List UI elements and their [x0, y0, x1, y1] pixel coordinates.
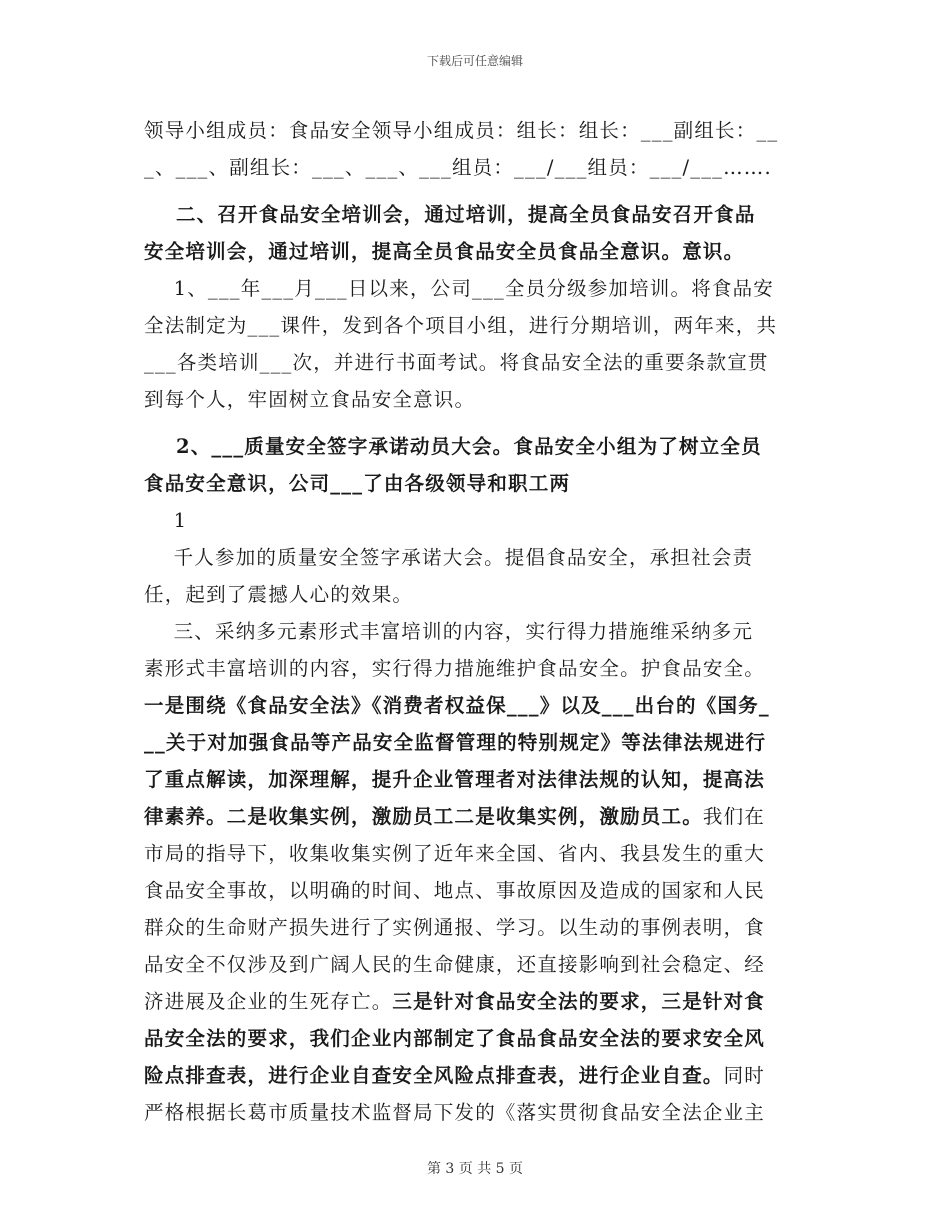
text-line: __关于对加强食品等产品安全监督管理的特别规定》等法律法规进行	[144, 731, 767, 754]
text-line: 领导小组成员：食品安全领导小组成员：组长：组长：___副组长：__	[144, 119, 779, 142]
text-line: 到每个人，牢固树立食品安全意识。	[144, 388, 476, 411]
page-header: 下载后可任意编辑	[426, 54, 523, 68]
text-line: 律素养。二是收集实例，激励员工二是收集实例，激励员工。我们在	[144, 805, 766, 828]
text-line: 千人参加的质量安全签字承诺大会。提倡食品安全，承担社会责	[144, 546, 754, 569]
text-line: 了重点解读，加深理解，提升企业管理者对法律法规的认知，提高法	[144, 768, 766, 791]
text-line: 品安全法的要求，我们企业内部制定了食品食品安全法的要求安全风	[144, 1027, 766, 1050]
section-heading: 2、___质量安全签字承诺动员大会。食品安全小组为了树立全员	[144, 435, 762, 458]
text-line: ___各类培训___次，并进行书面考试。将食品安全法的重要条款宣贯	[144, 351, 769, 374]
section-heading: 安全培训会，通过培训，提高全员食品安全员食品全意识。意识。	[144, 240, 745, 263]
text-line: 任，起到了震撼人心的效果。	[144, 583, 414, 606]
text-line: 一是围绕《食品安全法》《消费者权益保___》以及___出台的《国务_	[144, 694, 770, 717]
text-line: 1、___年___月___日以来，公司___全员分级参加培训。将食品安	[144, 277, 775, 300]
text-line: 素形式丰富培训的内容，实行得力措施维护食品安全。护食品安全。	[144, 657, 766, 680]
text-line: 群众的生命财产损失进行了实例通报、学习。以生动的事例表明，食	[144, 916, 766, 939]
text-line: 严格根据长葛市质量技术监督局下发的《落实贯彻食品安全法企业主	[144, 1101, 766, 1124]
page-footer: 第 3 页 共 5 页	[426, 1161, 524, 1177]
text-line: 市局的指导下，收集收集实例了近年来全国、省内、我县发生的重大	[144, 842, 766, 865]
text-line: 三、采纳多元素形式丰富培训的内容，实行得力措施维采纳多元	[144, 620, 754, 643]
text-line: 全法制定为___课件，发到各个项目小组，进行分期培训，两年来，共	[144, 314, 778, 337]
page-number-marker: 1	[144, 509, 188, 532]
document-body	[144, 112, 812, 1131]
section-heading: 食品安全意识，公司___了由各级领导和职工两	[144, 472, 571, 495]
section-heading: 二、召开食品安全培训会，通过培训，提高全员食品安召开食品	[144, 203, 756, 226]
text-line: 济进展及企业的生死存亡。三是针对食品安全法的要求，三是针对食	[144, 990, 766, 1013]
text-line: _、___、副组长：___、___、___组员：___/___组员：___/___…….	[144, 156, 772, 179]
text-line: 食品安全事故，以明确的时间、地点、事故原因及造成的国家和人民	[144, 879, 766, 902]
text-line: 品安全不仅涉及到广阔人民的生命健康，还直接影响到社会稳定、经	[144, 953, 766, 976]
text-line: 险点排查表，进行企业自查安全风险点排查表，进行企业自查。同时	[144, 1064, 766, 1087]
